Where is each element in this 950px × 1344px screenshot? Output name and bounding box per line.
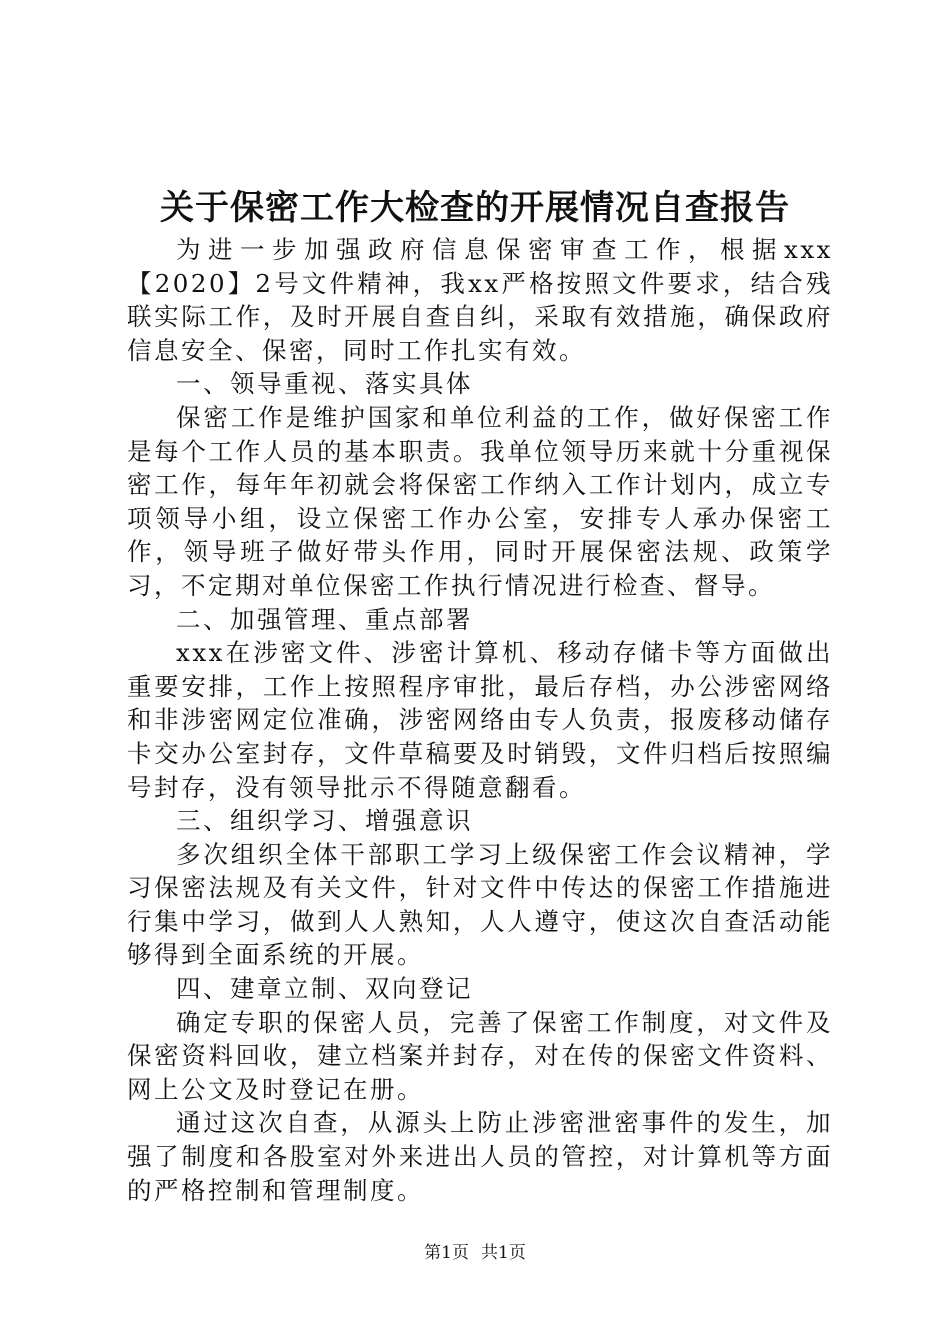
section-heading-1: 一、领导重视、落实具体 [176, 369, 473, 399]
section-paragraph-1: 保密工作是维护国家和单位利益的工作，做好保密工作是每个工作人员的基本职责。我单位领导历来就十分重视保密工作，每年年初就会将保密工作纳入工作计划内，成立专项领导小组，设立保密工作办公室，安排专人承办保密工作，领导班子做好带头作用，同时开展保密法规、政策学习，不定期对单位保密工作执行情况进行检查、督导。 [127, 402, 833, 600]
conclusion-paragraph: 通过这次自查，从源头上防止涉密泄密事件的发生，加强了制度和各股室对外来进出人员的管控，对计算机等方面的严格控制和管理制度。 [127, 1108, 833, 1205]
page-total: 共1页 [481, 1243, 526, 1263]
section-heading-3: 三、组织学习、增强意识 [176, 806, 473, 836]
page-footer [0, 1240, 950, 1266]
section-heading-2: 二、加强管理、重点部署 [176, 604, 473, 634]
section-paragraph-2: xxx在涉密文件、涉密计算机、移动存储卡等方面做出重要安排，工作上按照程序审批，最后存档，办公涉密网络和非涉密网定位准确，涉密网络由专人负责，报废移动储存卡交办公室封存，文件草稿要及时销毁，文件归档后按照编号封存，没有领导批示不得随意翻看。 [127, 638, 833, 802]
document-title: 关于保密工作大检查的开展情况自查报告 [160, 188, 790, 228]
intro-paragraph: 为进一步加强政府信息保密审查工作，根据xxx【2020】2号文件精神，我xx严格按照文件要求，结合残联实际工作，及时开展自查自纠，采取有效措施，确保政府信息安全、保密，同时工作扎实有效。 [127, 235, 833, 365]
document-body [127, 233, 833, 1207]
section-heading-4: 四、建章立制、双向登记 [176, 974, 473, 1004]
section-paragraph-4: 确定专职的保密人员，完善了保密工作制度，对文件及保密资料回收，建立档案并封存，对在传的保密文件资料、网上公文及时登记在册。 [127, 1007, 833, 1104]
section-paragraph-3: 多次组织全体干部职工学习上级保密工作会议精神，学习保密法规及有关文件，针对文件中传达的保密工作措施进行集中学习，做到人人熟知，人人遵守，使这次自查活动能够得到全面系统的开展。 [127, 839, 833, 970]
page-number: 第1页 [424, 1243, 469, 1263]
